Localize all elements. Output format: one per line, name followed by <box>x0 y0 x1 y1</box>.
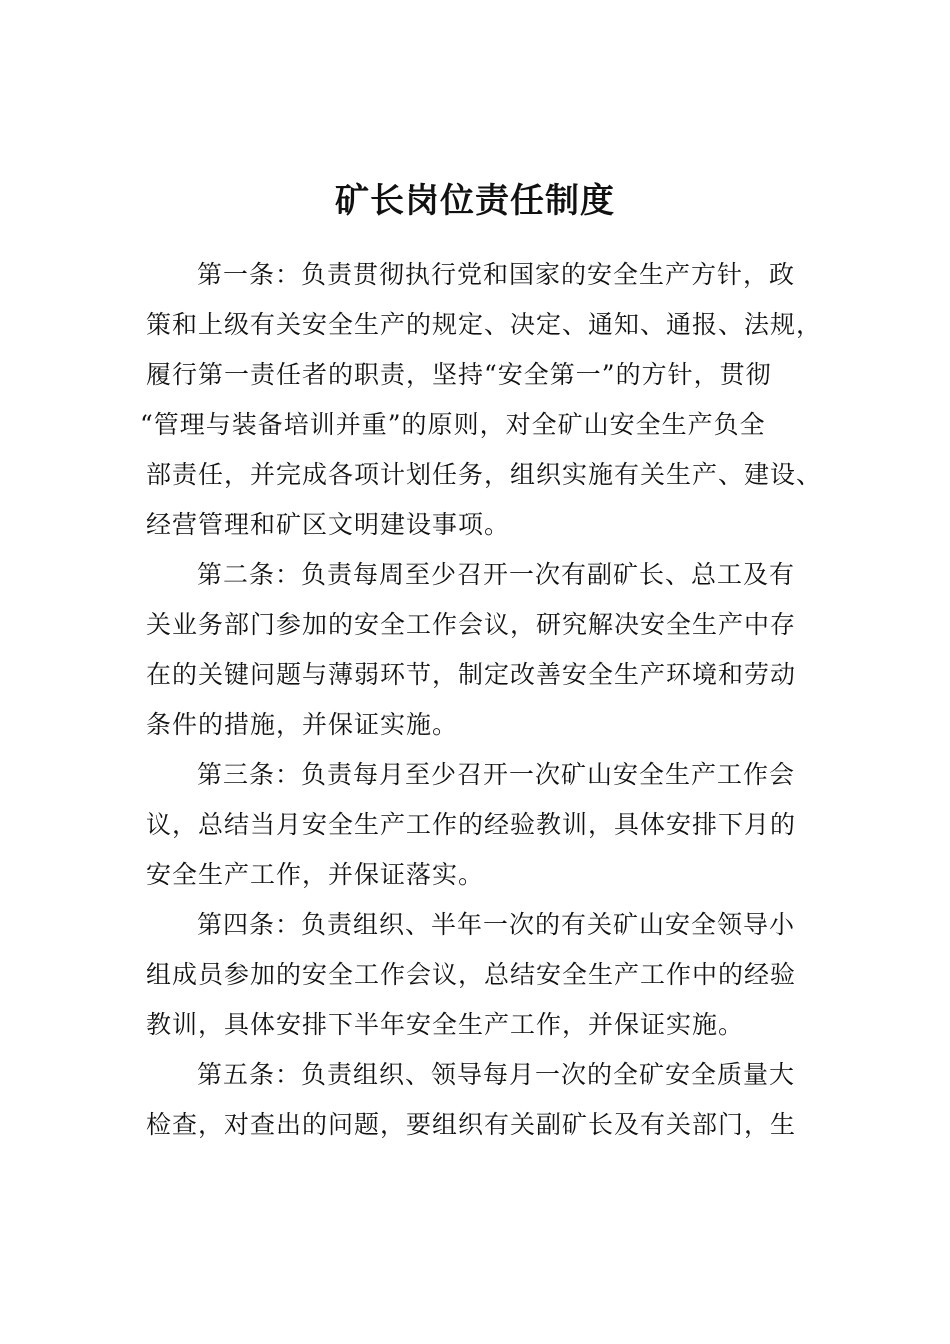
article-2-line-2: 关业务部门参加的安全工作会议，研究解决安全生产中存 <box>146 610 797 639</box>
document-title: 矿长岗位责任制度 <box>335 181 615 221</box>
article-1-line-5: 部责任，并完成各项计划任务，组织实施有关生产、建设、 <box>146 460 823 489</box>
article-1-line-4: “管理与装备培训并重”的原则，对全矿山安全生产负全 <box>140 410 766 439</box>
article-3-line-1: 第三条：负责每月至少召开一次矿山安全生产工作会 <box>197 760 796 789</box>
article-3-line-3: 安全生产工作，并保证落实。 <box>146 860 485 889</box>
article-2-line-3: 在的关键问题与薄弱环节，制定改善安全生产环境和劳动 <box>146 660 797 689</box>
document-body <box>140 250 823 1150</box>
article-3-line-2: 议，总结当月安全生产工作的经验教训，具体安排下月的 <box>146 810 797 839</box>
article-2-line-1: 第二条：负责每周至少召开一次有副矿长、总工及有 <box>197 560 796 589</box>
article-4-line-3: 教训，具体安排下半年安全生产工作，并保证实施。 <box>146 1010 745 1039</box>
article-4-line-1: 第四条：负责组织、半年一次的有关矿山安全领导小 <box>197 910 796 939</box>
article-4-line-2: 组成员参加的安全工作会议，总结安全生产工作中的经验 <box>146 960 797 989</box>
article-1-line-3: 履行第一责任者的职责，坚持“安全第一”的方针，贯彻 <box>146 360 772 389</box>
article-1-line-6: 经营管理和矿区文明建设事项。 <box>146 510 511 539</box>
article-1-line-1: 第一条：负责贯彻执行党和国家的安全生产方针，政 <box>197 260 796 289</box>
article-5-line-1: 第五条：负责组织、领导每月一次的全矿安全质量大 <box>197 1060 796 1089</box>
article-5-line-2: 检查，对查出的问题，要组织有关副矿长及有关部门，生 <box>146 1110 797 1139</box>
article-2-line-4: 条件的措施，并保证实施。 <box>146 710 459 739</box>
article-1-line-2: 策和上级有关安全生产的规定、决定、通知、通报、法规， <box>146 310 823 339</box>
